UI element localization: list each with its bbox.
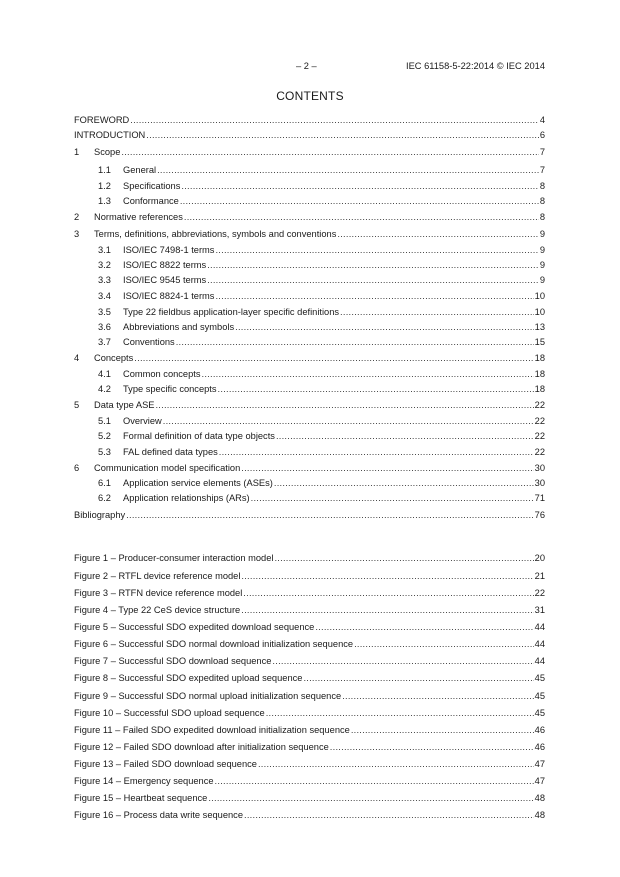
dot-leader bbox=[274, 552, 533, 564]
figure-entry-page: 44 bbox=[534, 622, 545, 632]
toc-entry-page: 10 bbox=[534, 307, 545, 317]
toc-entry[interactable] bbox=[74, 462, 545, 474]
toc-entry-number: 3.7 bbox=[98, 337, 111, 347]
toc-entry[interactable] bbox=[74, 164, 545, 176]
figure-entry-title: Figure 13 – Failed SDO download sequence bbox=[74, 759, 257, 769]
dot-leader bbox=[181, 180, 538, 192]
toc-entry-title: Application service elements (ASEs) bbox=[123, 478, 273, 488]
figure-entry-page: 46 bbox=[534, 742, 545, 752]
toc-entry-title: Abbreviations and symbols bbox=[123, 322, 235, 332]
figure-entry[interactable] bbox=[74, 792, 545, 804]
toc-entry-page: 4 bbox=[539, 115, 545, 125]
dot-leader bbox=[219, 446, 534, 458]
toc-entry[interactable] bbox=[74, 290, 545, 302]
dot-leader bbox=[202, 368, 534, 380]
toc-entry-title: Conventions bbox=[123, 337, 175, 347]
figure-entry[interactable] bbox=[74, 690, 545, 702]
dot-leader bbox=[244, 809, 534, 821]
figure-entry-title: Figure 8 – Successful SDO expedited upload sequence bbox=[74, 673, 303, 683]
toc-entry-number: 5.3 bbox=[98, 447, 111, 457]
toc-entry-title: Concepts bbox=[94, 353, 134, 363]
toc-entry-page: 22 bbox=[534, 416, 545, 426]
figure-entry[interactable] bbox=[74, 587, 545, 599]
dot-leader bbox=[354, 638, 534, 650]
figure-entry[interactable] bbox=[74, 672, 545, 684]
toc-entry-page: 8 bbox=[539, 212, 545, 222]
toc-entry[interactable] bbox=[74, 430, 545, 442]
toc-entry-title: ISO/IEC 8824-1 terms bbox=[123, 291, 215, 301]
toc-entry-number: 6.2 bbox=[98, 493, 111, 503]
toc-entry-page: 7 bbox=[539, 165, 545, 175]
figure-entry-page: 31 bbox=[534, 605, 545, 615]
toc-entry-title: ISO/IEC 9545 terms bbox=[123, 275, 207, 285]
toc-entry-number: 3.2 bbox=[98, 260, 111, 270]
dot-leader bbox=[134, 352, 533, 364]
toc-entry-title: Overview bbox=[123, 416, 162, 426]
figure-entry-title: Figure 12 – Failed SDO download after initialization sequence bbox=[74, 742, 329, 752]
toc-entry-title: Specifications bbox=[123, 181, 181, 191]
figure-entry-title: Figure 5 – Successful SDO expedited download sequence bbox=[74, 622, 315, 632]
figure-entry-title: Figure 6 – Successful SDO normal download initialization sequence bbox=[74, 639, 354, 649]
toc-entry-number: 5.2 bbox=[98, 431, 111, 441]
dot-leader bbox=[155, 399, 533, 411]
toc-entry-title: Bibliography bbox=[74, 510, 126, 520]
dot-leader bbox=[266, 707, 534, 719]
dot-leader bbox=[215, 775, 534, 787]
toc-entry-title: Formal definition of data type objects bbox=[123, 431, 275, 441]
toc-entry[interactable] bbox=[74, 415, 545, 427]
figure-entry-page: 48 bbox=[534, 810, 545, 820]
toc-entry-number: 4.1 bbox=[98, 369, 111, 379]
figure-entry-page: 22 bbox=[534, 588, 545, 598]
figure-entry[interactable] bbox=[74, 809, 545, 821]
figure-entry[interactable] bbox=[74, 621, 545, 633]
toc-entry[interactable] bbox=[74, 129, 545, 141]
figure-entry-page: 47 bbox=[534, 759, 545, 769]
toc-entry-page: 18 bbox=[534, 384, 545, 394]
toc-entry[interactable] bbox=[74, 259, 545, 271]
toc-entry[interactable] bbox=[74, 244, 545, 256]
toc-entry-title: ISO/IEC 7498-1 terms bbox=[123, 245, 215, 255]
toc-entry[interactable] bbox=[74, 211, 545, 223]
document-reference: IEC 61158-5-22:2014 © IEC 2014 bbox=[406, 61, 545, 71]
dot-leader bbox=[163, 415, 534, 427]
toc-entry-number: 3 bbox=[74, 229, 80, 239]
toc-entry-page: 8 bbox=[539, 196, 545, 206]
toc-entry-number: 1.2 bbox=[98, 181, 111, 191]
toc-entry[interactable] bbox=[74, 180, 545, 192]
toc-entry-page: 71 bbox=[534, 493, 545, 503]
page-number: – 2 – bbox=[296, 61, 317, 71]
figure-entry[interactable] bbox=[74, 724, 545, 736]
toc-entry-number: 1.3 bbox=[98, 196, 111, 206]
dot-leader bbox=[208, 792, 533, 804]
toc-entry[interactable] bbox=[74, 477, 545, 489]
figure-entry-page: 44 bbox=[534, 639, 545, 649]
toc-entry[interactable] bbox=[74, 274, 545, 286]
toc-entry-title: Normative references bbox=[94, 212, 183, 222]
figure-entry-title: Figure 4 – Type 22 CeS device structure bbox=[74, 605, 241, 615]
dot-leader bbox=[184, 211, 539, 223]
dot-leader bbox=[207, 259, 539, 271]
toc-entry-number: 5 bbox=[74, 400, 80, 410]
toc-entry-number: 3.6 bbox=[98, 322, 111, 332]
toc-entry-page: 13 bbox=[534, 322, 545, 332]
dot-leader bbox=[337, 228, 538, 240]
figure-entry-page: 46 bbox=[534, 725, 545, 735]
dot-leader bbox=[215, 244, 538, 256]
toc-entry-number: 3.1 bbox=[98, 245, 111, 255]
toc-entry-number: 4.2 bbox=[98, 384, 111, 394]
toc-entry-page: 7 bbox=[539, 147, 545, 157]
dot-leader bbox=[276, 430, 534, 442]
toc-entry[interactable] bbox=[74, 446, 545, 458]
dot-leader bbox=[243, 587, 533, 599]
toc-entry-title: Type 22 fieldbus application-layer specific definitions bbox=[123, 307, 340, 317]
toc-entry-title: Terms, definitions, abbreviations, symbols and conventions bbox=[94, 229, 337, 239]
toc-entry-title: Conformance bbox=[123, 196, 179, 206]
dot-leader bbox=[241, 604, 533, 616]
dot-leader bbox=[241, 462, 533, 474]
toc-entry-page: 9 bbox=[539, 275, 545, 285]
figure-entry[interactable] bbox=[74, 570, 545, 582]
toc-entry-number: 1 bbox=[74, 147, 80, 157]
toc-entry[interactable] bbox=[74, 492, 545, 504]
toc-entry-page: 15 bbox=[534, 337, 545, 347]
toc-entry-page: 10 bbox=[534, 291, 545, 301]
dot-leader bbox=[272, 655, 533, 667]
toc-entry-title: FOREWORD bbox=[74, 115, 130, 125]
toc-entry[interactable] bbox=[74, 399, 545, 411]
figure-entry-page: 48 bbox=[534, 793, 545, 803]
figure-entry[interactable] bbox=[74, 655, 545, 667]
dot-leader bbox=[180, 195, 539, 207]
dot-leader bbox=[130, 114, 539, 126]
contents-title: CONTENTS bbox=[276, 89, 344, 103]
toc-entry[interactable] bbox=[74, 509, 545, 521]
toc-entry[interactable] bbox=[74, 352, 545, 364]
dot-leader bbox=[274, 477, 534, 489]
figure-entry[interactable] bbox=[74, 638, 545, 650]
figure-entry-title: Figure 14 – Emergency sequence bbox=[74, 776, 214, 786]
figure-entry[interactable] bbox=[74, 741, 545, 753]
dot-leader bbox=[340, 306, 534, 318]
figure-entry-title: Figure 16 – Process data write sequence bbox=[74, 810, 243, 820]
dot-leader bbox=[342, 690, 533, 702]
figure-entry[interactable] bbox=[74, 604, 545, 616]
toc-entry[interactable] bbox=[74, 195, 545, 207]
toc-entry[interactable] bbox=[74, 383, 545, 395]
toc-entry-title: Data type ASE bbox=[94, 400, 155, 410]
toc-entry-title: ISO/IEC 8822 terms bbox=[123, 260, 207, 270]
toc-entry[interactable] bbox=[74, 306, 545, 318]
figure-entry-page: 45 bbox=[534, 691, 545, 701]
figure-entry-page: 47 bbox=[534, 776, 545, 786]
figure-entry-title: Figure 10 – Successful SDO upload sequence bbox=[74, 708, 265, 718]
dot-leader bbox=[235, 321, 534, 333]
figure-entry-page: 45 bbox=[534, 673, 545, 683]
dot-leader bbox=[146, 129, 539, 141]
figure-entry-title: Figure 1 – Producer-consumer interaction model bbox=[74, 553, 274, 563]
dot-leader bbox=[241, 570, 533, 582]
toc-entry[interactable] bbox=[74, 228, 545, 240]
toc-entry-page: 9 bbox=[539, 229, 545, 239]
toc-entry[interactable] bbox=[74, 114, 545, 126]
toc-entry-page: 18 bbox=[534, 369, 545, 379]
toc-entry[interactable] bbox=[74, 321, 545, 333]
toc-entry-page: 30 bbox=[534, 478, 545, 488]
toc-entry-title: Common concepts bbox=[123, 369, 201, 379]
toc-entry-number: 5.1 bbox=[98, 416, 111, 426]
figure-entry[interactable] bbox=[74, 758, 545, 770]
figure-entry-page: 20 bbox=[534, 553, 545, 563]
figure-entry-page: 45 bbox=[534, 708, 545, 718]
figure-entry[interactable] bbox=[74, 707, 545, 719]
toc-entry-page: 22 bbox=[534, 431, 545, 441]
dot-leader bbox=[251, 492, 534, 504]
toc-entry-page: 22 bbox=[534, 447, 545, 457]
dot-leader bbox=[330, 741, 534, 753]
toc-entry-page: 9 bbox=[539, 260, 545, 270]
dot-leader bbox=[215, 290, 533, 302]
toc-entry-page: 76 bbox=[534, 510, 545, 520]
toc-entry-page: 18 bbox=[534, 353, 545, 363]
figure-entry[interactable] bbox=[74, 552, 545, 564]
dot-leader bbox=[303, 672, 533, 684]
figure-entry-page: 21 bbox=[534, 571, 545, 581]
dot-leader bbox=[207, 274, 539, 286]
toc-entry-page: 9 bbox=[539, 245, 545, 255]
figure-entry-page: 44 bbox=[534, 656, 545, 666]
figure-entry-title: Figure 3 – RTFN device reference model bbox=[74, 588, 243, 598]
toc-entry-number: 6.1 bbox=[98, 478, 111, 488]
figure-entry-title: Figure 15 – Heartbeat sequence bbox=[74, 793, 208, 803]
toc-entry[interactable] bbox=[74, 368, 545, 380]
toc-entry-number: 3.3 bbox=[98, 275, 111, 285]
toc-entry-page: 22 bbox=[534, 400, 545, 410]
figure-entry-title: Figure 7 – Successful SDO download sequence bbox=[74, 656, 272, 666]
toc-entry-number: 6 bbox=[74, 463, 80, 473]
dot-leader bbox=[176, 336, 534, 348]
toc-entry-title: FAL defined data types bbox=[123, 447, 218, 457]
dot-leader bbox=[258, 758, 534, 770]
toc-entry-title: INTRODUCTION bbox=[74, 130, 146, 140]
dot-leader bbox=[157, 164, 539, 176]
dot-leader bbox=[218, 383, 534, 395]
toc-entry[interactable] bbox=[74, 336, 545, 348]
toc-entry-title: Communication model specification bbox=[94, 463, 241, 473]
toc-entry-number: 4 bbox=[74, 353, 80, 363]
toc-entry[interactable] bbox=[74, 146, 545, 158]
figure-entry[interactable] bbox=[74, 775, 545, 787]
toc-entry-title: Type specific concepts bbox=[123, 384, 217, 394]
dot-leader bbox=[351, 724, 534, 736]
toc-entry-number: 3.4 bbox=[98, 291, 111, 301]
toc-entry-title: Application relationships (ARs) bbox=[123, 493, 250, 503]
dot-leader bbox=[126, 509, 533, 521]
toc-entry-number: 3.5 bbox=[98, 307, 111, 317]
figure-entry-title: Figure 11 – Failed SDO expedited download initialization sequence bbox=[74, 725, 350, 735]
figure-entry-title: Figure 9 – Successful SDO normal upload initialization sequence bbox=[74, 691, 342, 701]
toc-entry-title: Scope bbox=[94, 147, 121, 157]
toc-entry-page: 8 bbox=[539, 181, 545, 191]
dot-leader bbox=[315, 621, 533, 633]
toc-entry-page: 30 bbox=[534, 463, 545, 473]
dot-leader bbox=[121, 146, 538, 158]
figure-entry-title: Figure 2 – RTFL device reference model bbox=[74, 571, 241, 581]
toc-entry-number: 1.1 bbox=[98, 165, 111, 175]
toc-entry-page: 6 bbox=[539, 130, 545, 140]
toc-entry-number: 2 bbox=[74, 212, 80, 222]
toc-entry-title: General bbox=[123, 165, 157, 175]
